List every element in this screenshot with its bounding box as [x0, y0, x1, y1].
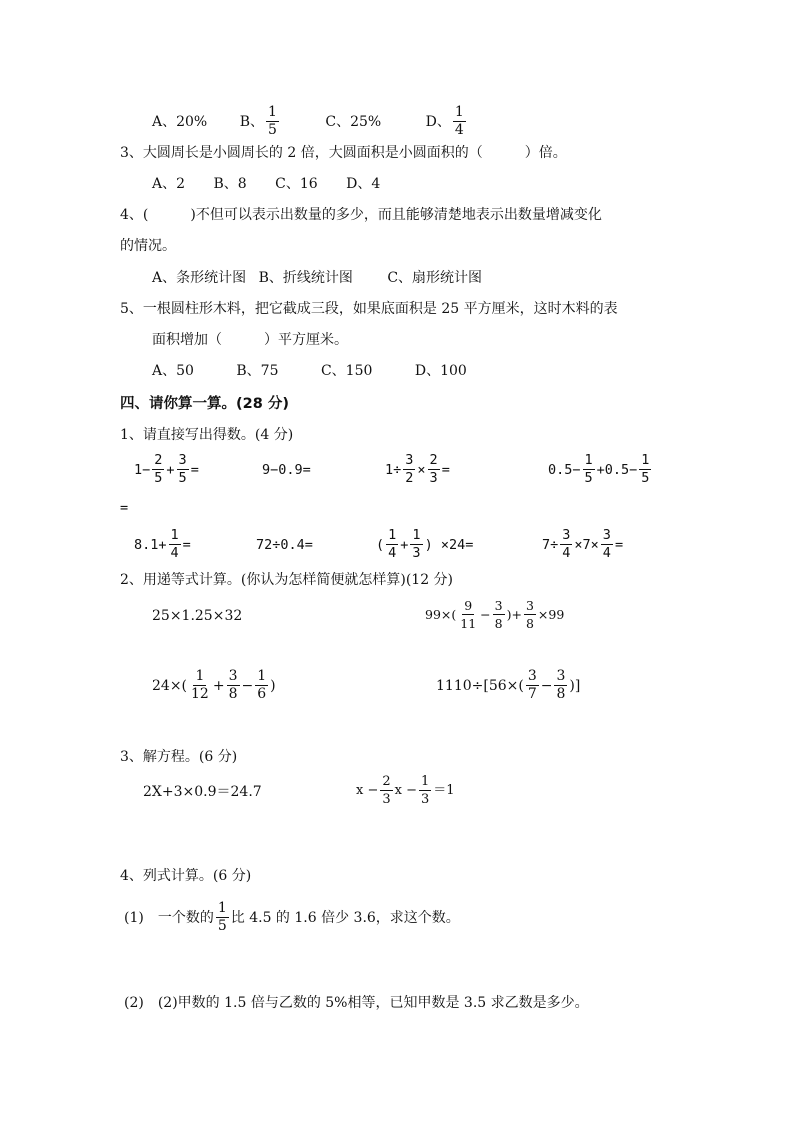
expr-6: 72÷0.4=	[256, 537, 313, 553]
q5-option-c: C、150	[320, 363, 373, 379]
part1-title: 1、请直接写出得数。(4 分)	[120, 427, 294, 443]
q2-option-a: A、20%	[152, 113, 208, 130]
calc-1: 25×1.25×32	[152, 608, 243, 624]
calc-2: 99×( $\frac{9}{11}$ − $\frac{3}{8}$ )+ $\frac{3}{8}$ ×99	[425, 598, 565, 631]
q5-text-line1: 5、一根圆柱形木料，把它截成三段，如果底面积是 25 平方厘米，这时木料的表	[120, 301, 618, 317]
part2-title: 2、用递等式计算。(你认为怎样简便就怎样算)(12 分)	[120, 572, 454, 588]
section-title: 四、请你算一算。(28 分)	[120, 396, 289, 412]
q5-option-a: A、50	[152, 363, 194, 379]
expr-3: 1÷ $\frac{3}{2}$ × $\frac{2}{3}$ =	[385, 452, 450, 486]
q2-option-c: C、25%	[325, 113, 382, 130]
expr-4-equals: =	[120, 500, 129, 516]
expr-2: 9−0.9=	[262, 462, 311, 478]
word-problem-2: (2) (2)甲数的 1.5 倍与乙数的 5%相等，已知甲数是 3.5 求乙数是多少。	[124, 995, 589, 1011]
q2-options	[152, 104, 468, 139]
expr-1: 1− $\frac{2}{5}$ + $\frac{3}{5}$ =	[134, 452, 199, 486]
expr-7: ( $\frac{1}{4}$ + $\frac{1}{3}$ ) ×24=	[376, 527, 474, 561]
q4-text-line2: 的情况。	[120, 238, 176, 254]
q5-option-b: B、75	[236, 363, 279, 379]
part4-title: 4、列式计算。(6 分)	[120, 868, 252, 884]
calc-4: 1110÷[56×( $\frac{3}{7}$ − $\frac{3}{8}$ )]	[436, 668, 581, 702]
word-problem-1: (1) 一个数的 $\frac{1}{5}$ 比 4.5 的 1.6 倍少 3.6，求这个数。	[124, 900, 460, 934]
q4-option-b: B、折线统计图	[258, 270, 353, 286]
q2-option-d: D、 $\frac{1}{4}$	[425, 104, 464, 138]
q3-text: 3、大圆周长是小圆周长的 2 倍，大圆面积是小圆面积的（ ）倍。	[120, 145, 567, 161]
calc-3: 24×( $\frac{1}{12}$ + $\frac{3}{8}$ − $\frac{1}{6}$ )	[152, 668, 276, 702]
q4-options	[152, 268, 482, 288]
q3-option-d: D、4	[346, 176, 381, 192]
q5-text-line2: 面积增加（ ）平方厘米。	[152, 332, 348, 348]
q4-option-c: C、扇形统计图	[387, 270, 483, 286]
q3-option-a: A、2	[152, 176, 186, 192]
expr-5: 8.1+ $\frac{1}{4}$ =	[134, 527, 191, 561]
fraction: $\frac{1}{5}$	[267, 104, 277, 138]
q3-option-b: B、8	[213, 176, 247, 192]
part3-title: 3、解方程。(6 分)	[120, 749, 238, 765]
q5-options	[152, 361, 467, 381]
q4-text-line1: 4、( )不但可以表示出数量的多少，而且能够清楚地表示出数量增减变化	[120, 207, 602, 223]
q4-option-a: A、条形统计图	[152, 270, 247, 286]
fraction: $\frac{1}{4}$	[454, 104, 464, 138]
expr-8: 7÷ $\frac{3}{4}$ ×7× $\frac{3}{4}$ =	[542, 527, 624, 561]
q5-option-d: D、100	[414, 363, 467, 379]
expr-4: 0.5− $\frac{1}{5}$ +0.5− $\frac{1}{5}$	[548, 452, 650, 486]
q3-option-c: C、16	[275, 176, 318, 192]
equation-1: 2X+3×0.9＝24.7	[143, 784, 262, 800]
equation-2: x − $\frac{2}{3}$ x − $\frac{1}{3}$ ＝1	[356, 774, 455, 807]
q3-options	[152, 174, 404, 194]
q2-option-b: B、 $\frac{1}{5}$	[239, 104, 277, 138]
